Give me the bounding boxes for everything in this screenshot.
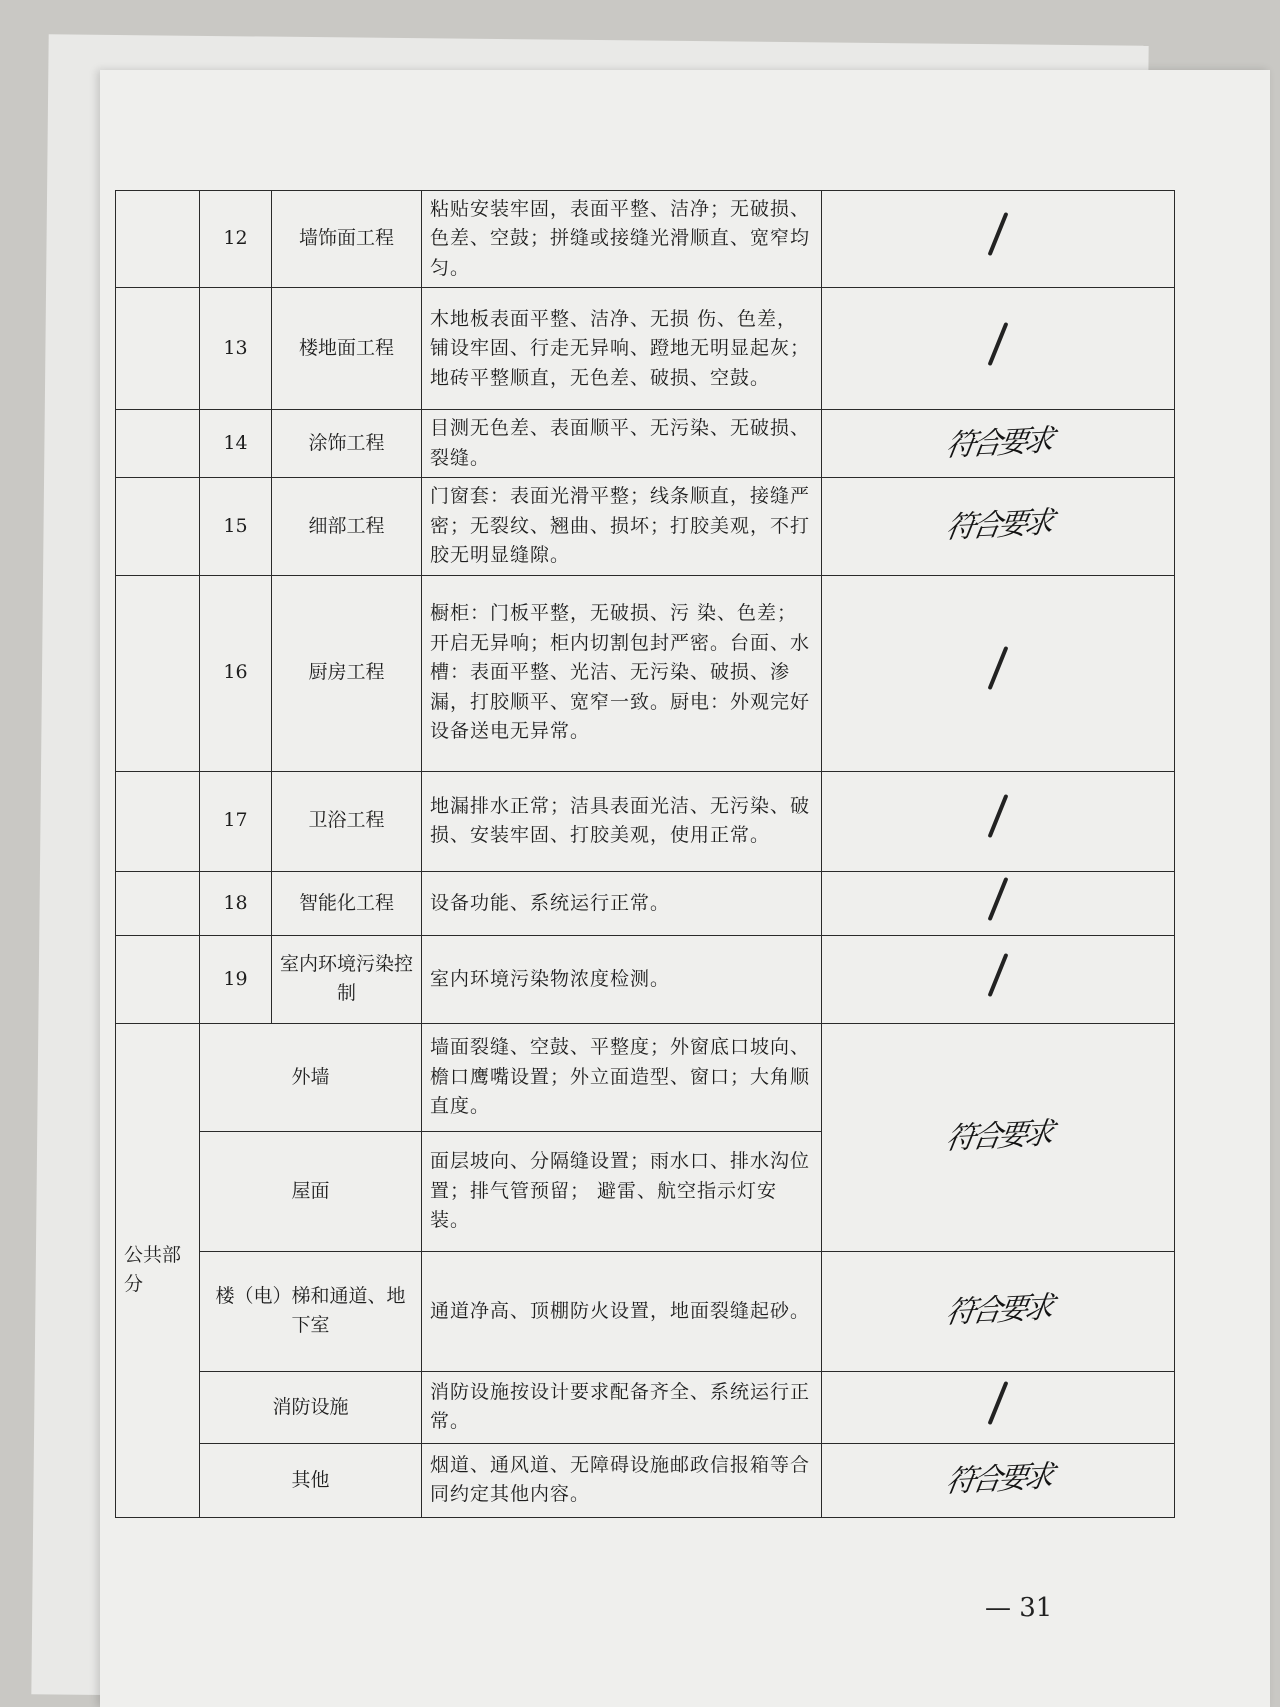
item-name: 屋面 [200, 1131, 422, 1251]
handwritten-result: 符合要求 [943, 1459, 1053, 1501]
category-cell [116, 288, 200, 410]
category-cell [116, 935, 200, 1023]
row-number: 15 [200, 478, 272, 575]
result-cell [822, 871, 1175, 935]
item-description: 消防设施按设计要求配备齐全、系统运行正常。 [422, 1371, 822, 1443]
item-description: 墙面裂缝、空鼓、平整度；外窗底口坡向、檐口鹰嘴设置；外立面造型、窗口；大角顺直度。 [422, 1023, 822, 1131]
row-number: 14 [200, 410, 272, 478]
item-name: 室内环境污染控制 [272, 935, 422, 1023]
handwritten-result: 符合要求 [943, 1290, 1053, 1332]
result-cell [822, 288, 1175, 410]
slash-mark [988, 794, 1009, 838]
item-description: 设备功能、系统运行正常。 [422, 871, 822, 935]
inspection-table [115, 190, 1175, 1518]
table-row [116, 410, 1175, 478]
category-cell [116, 410, 200, 478]
category-cell [116, 771, 200, 871]
row-number: 12 [200, 191, 272, 288]
row-number: 13 [200, 288, 272, 410]
result-cell [822, 1443, 1175, 1517]
table-row [116, 575, 1175, 771]
result-cell [822, 191, 1175, 288]
item-name: 涂饰工程 [272, 410, 422, 478]
item-description: 粘贴安装牢固，表面平整、洁净；无破损、色差、空鼓；拼缝或接缝光滑顺直、宽窄均匀。 [422, 191, 822, 288]
category-cell [116, 478, 200, 575]
table-row [116, 771, 1175, 871]
item-description: 通道净高、顶棚防火设置，地面裂缝起砂。 [422, 1251, 822, 1371]
item-name: 楼地面工程 [272, 288, 422, 410]
slash-mark [988, 953, 1009, 997]
item-name: 楼（电）梯和通道、地下室 [200, 1251, 422, 1371]
table-row [116, 478, 1175, 575]
result-cell [822, 1371, 1175, 1443]
table-row [116, 871, 1175, 935]
result-cell [822, 771, 1175, 871]
item-name: 细部工程 [272, 478, 422, 575]
item-name: 墙饰面工程 [272, 191, 422, 288]
item-description: 木地板表面平整、洁净、无损 伤、色差，铺设牢固、行走无异响、蹬地无明显起灰；地砖平整顺直，无色差、破损、空鼓。 [422, 288, 822, 410]
result-cell [822, 1251, 1175, 1371]
table-row [116, 935, 1175, 1023]
row-number: 18 [200, 871, 272, 935]
category-cell [116, 575, 200, 771]
result-cell [822, 575, 1175, 771]
slash-mark [988, 1381, 1009, 1425]
item-name: 智能化工程 [272, 871, 422, 935]
item-description: 地漏排水正常；洁具表面光洁、无污染、破损、安装牢固、打胶美观，使用正常。 [422, 771, 822, 871]
handwritten-result: 符合要求 [943, 1116, 1053, 1158]
category-cell [116, 871, 200, 935]
table-row [116, 1371, 1175, 1443]
table-row [116, 288, 1175, 410]
category-cell [116, 191, 200, 288]
item-name: 卫浴工程 [272, 771, 422, 871]
item-description: 室内环境污染物浓度检测。 [422, 935, 822, 1023]
result-cell [822, 410, 1175, 478]
result-cell [822, 478, 1175, 575]
table-row [116, 1023, 1175, 1131]
slash-mark [988, 876, 1009, 920]
item-description: 烟道、通风道、无障碍设施邮政信报箱等合同约定其他内容。 [422, 1443, 822, 1517]
item-description: 门窗套：表面光滑平整；线条顺直，接缝严密；无裂纹、翘曲、损坏；打胶美观，不打胶无明显缝隙。 [422, 478, 822, 575]
result-cell [822, 1023, 1175, 1251]
handwritten-result: 符合要求 [943, 422, 1053, 464]
row-number: 19 [200, 935, 272, 1023]
result-cell [822, 935, 1175, 1023]
table-row [116, 191, 1175, 288]
item-name: 外墙 [200, 1023, 422, 1131]
row-number: 16 [200, 575, 272, 771]
item-description: 橱柜：门板平整，无破损、污 染、色差；开启无异响；柜内切割包封严密。台面、水槽：表面平整、光洁、无污染、破损、渗漏，打胶顺平、宽窄一致。厨电：外观完好设备送电无异常。 [422, 575, 822, 771]
public-category: 公共部分 [116, 1023, 200, 1517]
slash-mark [988, 322, 1009, 366]
handwritten-result: 符合要求 [943, 505, 1053, 546]
item-name: 其他 [200, 1443, 422, 1517]
page-number: — 31 [985, 1593, 1053, 1623]
item-description: 面层坡向、分隔缝设置；雨水口、排水沟位置；排气管预留； 避雷、航空指示灯安装。 [422, 1131, 822, 1251]
item-name: 消防设施 [200, 1371, 422, 1443]
table-row [116, 1443, 1175, 1517]
slash-mark [988, 212, 1009, 256]
item-name: 厨房工程 [272, 575, 422, 771]
table-row [116, 1251, 1175, 1371]
slash-mark [988, 646, 1009, 690]
row-number: 17 [200, 771, 272, 871]
item-description: 目测无色差、表面顺平、无污染、无破损、裂缝。 [422, 410, 822, 478]
